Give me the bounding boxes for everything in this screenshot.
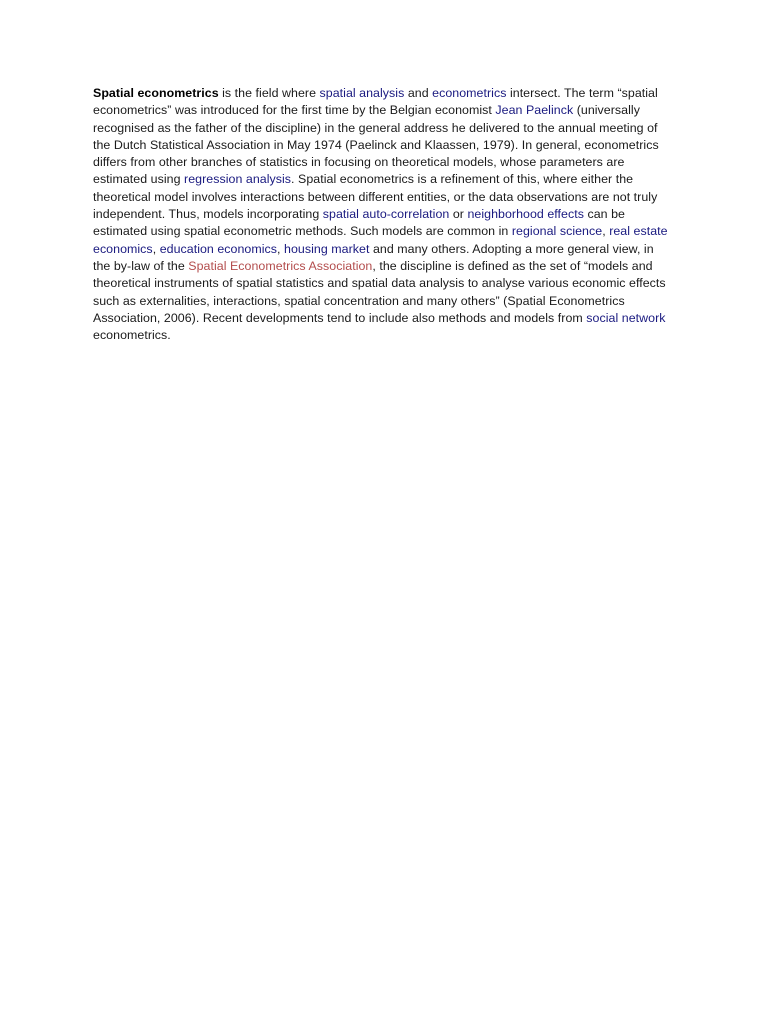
text-span: (universally recognised as the father of the discipline) in the general address he delivered to the annual meeting of the Dutch Statistical Association in May 1974 (Paelinck and Klaassen, 1979). In general, econometrics differs from other branches of statistics in focusing on theoretical models, whose parameters are estimated using [93, 103, 659, 187]
link-education-economics[interactable]: education economics [159, 241, 278, 256]
text-span: . Spatial econometrics is a refinement of this, where either the theoretical model involves interactions between different entities, or the data observations are not truly independent. Thus, models incorporating [93, 172, 658, 222]
link-jean-paelinck[interactable]: Jean Paelinck [495, 103, 574, 118]
body-paragraph [93, 85, 673, 344]
link-social-network[interactable]: social network [586, 310, 666, 325]
link-spatial-analysis[interactable]: spatial analysis [319, 86, 405, 100]
text-span: and [404, 86, 433, 100]
text-span: can be estimated using spatial econometric methods. Such models are common in [93, 207, 625, 239]
term-heading: Spatial econometrics [93, 86, 219, 100]
link-regression-analysis[interactable]: regression analysis [184, 172, 292, 187]
text-span: , [602, 224, 610, 239]
text-span: is the field where [218, 86, 320, 100]
link-real-estate-economics[interactable]: real estate economics [93, 224, 668, 256]
text-span: econometrics. [93, 328, 171, 343]
text-span: , [152, 241, 160, 256]
link-econometrics[interactable]: econometrics [432, 86, 507, 100]
text-span: intersect. The term “spatial econometrics” was introduced for the first time by the Belgian economist [93, 86, 658, 118]
link-regional-science[interactable]: regional science [511, 224, 603, 239]
link-housing-market[interactable]: housing market [284, 241, 370, 256]
link-neighborhood-effects[interactable]: neighborhood effects [467, 207, 584, 222]
text-span: or [449, 207, 468, 222]
link-spatial-econometrics-association[interactable]: Spatial Econometrics Association [188, 258, 373, 273]
link-spatial-auto-correlation[interactable]: spatial auto-correlation [322, 207, 450, 222]
text-span: , [277, 241, 285, 256]
text-span: and many others. Adopting a more general view, in the by-law of the [93, 241, 654, 273]
text-span: , the discipline is defined as the set of “models and theoretical instruments of spatial statistics and spatial data analysis to analyse various economic effects such as externalities, interactions, spatial concentration and many others” (Spatial Econometrics Association, 2006). Recent developments tend to include also methods and models from [93, 258, 666, 325]
